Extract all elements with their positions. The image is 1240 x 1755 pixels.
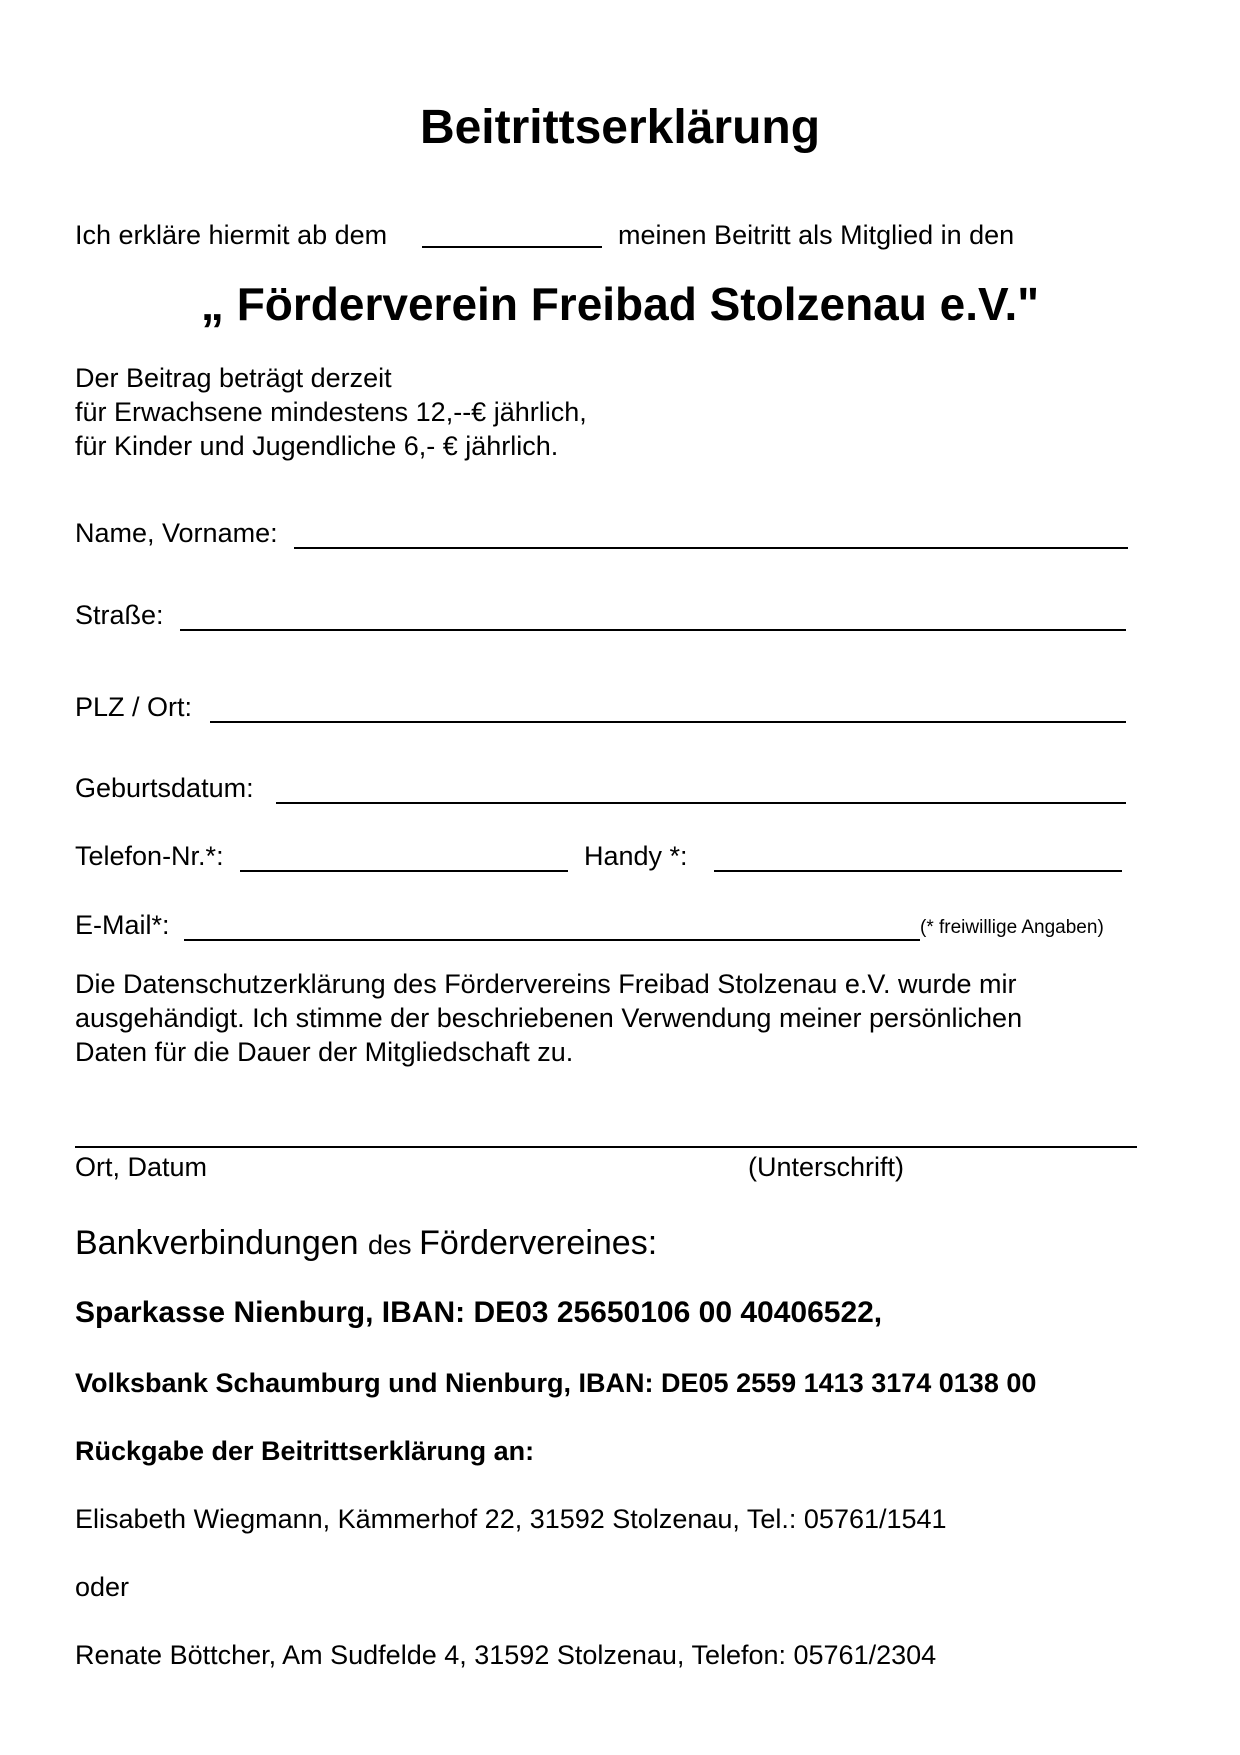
start-date-field[interactable] (422, 246, 602, 248)
bank-sparkasse: Sparkasse Nienburg, IBAN: DE03 25650106 00 40406522, (75, 1296, 883, 1329)
email-field[interactable] (184, 939, 920, 941)
fee-info (75, 361, 587, 463)
intro-text-start: Ich erkläre hiermit ab dem (75, 220, 388, 250)
phone-field[interactable] (240, 870, 568, 872)
return-heading: Rückgabe der Beitrittserklärung an: (75, 1436, 535, 1466)
privacy-line: Daten für die Dauer der Mitgliedschaft zu. (75, 1037, 574, 1067)
fee-line: für Erwachsene mindestens 12,--€ jährlich, (75, 397, 587, 427)
return-or: oder (75, 1572, 130, 1602)
street-label: Straße: (75, 600, 164, 630)
birthdate-label: Geburtsdatum: (75, 773, 254, 803)
email-label: E-Mail*: (75, 910, 170, 940)
phone-label: Telefon-Nr.*: (75, 841, 224, 871)
signature-label: (Unterschrift) (748, 1152, 905, 1182)
city-label: PLZ / Ort: (75, 692, 193, 722)
return-contact: Elisabeth Wiegmann, Kämmerhof 22, 31592 Stolzenau, Tel.: 05761/1541 (75, 1504, 947, 1534)
place-date-label: Ort, Datum (75, 1152, 208, 1182)
mobile-field[interactable] (714, 870, 1122, 872)
club-name: „ Förderverein Freibad Stolzenau e.V." (200, 278, 1040, 330)
city-field[interactable] (210, 721, 1126, 723)
privacy-statement (75, 967, 1022, 1069)
mobile-label: Handy *: (584, 841, 688, 871)
intro-text-end: meinen Beitritt als Mitglied in den (618, 220, 1015, 250)
fee-line: für Kinder und Jugendliche 6,- € jährlich. (75, 431, 559, 461)
page-title: Beitrittserklärung (419, 101, 821, 154)
bank-heading-part: Fördervereines: (419, 1224, 658, 1262)
privacy-line: ausgehändigt. Ich stimme der beschriebenen Verwendung meiner persönlichen (75, 1003, 1023, 1033)
fee-line: Der Beitrag beträgt derzeit (75, 363, 392, 393)
return-contact: Renate Böttcher, Am Sudfelde 4, 31592 Stolzenau, Telefon: 05761/2304 (75, 1640, 937, 1670)
name-label: Name, Vorname: (75, 518, 278, 548)
privacy-line: Die Datenschutzerklärung des Fördervereins Freibad Stolzenau e.V. wurde mir (75, 969, 1017, 999)
bank-heading-part: Bankverbindungen (75, 1224, 369, 1262)
bank-volksbank: Volksbank Schaumburg und Nienburg, IBAN: DE05 2559 1413 3174 0138 00 (75, 1368, 1037, 1398)
bank-heading-part: des (368, 1230, 420, 1260)
optional-note: (* freiwillige Angaben) (920, 917, 1104, 938)
birthdate-field[interactable] (276, 802, 1126, 804)
name-field[interactable] (294, 547, 1128, 549)
street-field[interactable] (180, 629, 1126, 631)
bank-heading (75, 1224, 657, 1263)
signature-field[interactable] (75, 1146, 1137, 1148)
